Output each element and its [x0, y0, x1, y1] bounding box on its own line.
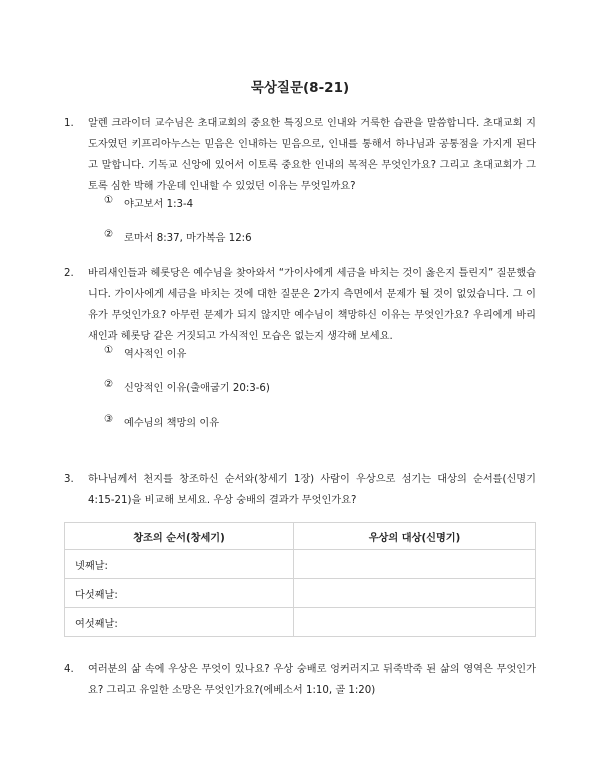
- page-title: 묵상질문(8-21): [250, 80, 350, 96]
- table-cell: [294, 579, 536, 608]
- question-number: 3.: [64, 474, 74, 485]
- question-number: 2.: [64, 268, 74, 279]
- table-cell: [294, 550, 536, 579]
- sub-item-marker: ①: [104, 345, 114, 356]
- sub-item-text: 예수님의 책망의 이유: [124, 418, 220, 429]
- sub-item-text: 신앙적인 이유(출애굽기 20:3-6): [124, 383, 270, 394]
- comparison-table: [64, 522, 536, 637]
- question-text: 여러분의 삶 속에 우상은 무엇이 있나요? 우상 숭배로 엉커러지고 뒤죽박죽 된 삶의 영역은 무엇인가요? 그리고 유일한 소망은 무엇인가요?(에베소서 1:10, 골 1:20): [88, 664, 536, 696]
- table-row: [65, 550, 536, 579]
- question-text: 알렌 크라이더 교수님은 초대교회의 중요한 특징으로 인내와 거룩한 습관을 말씀합니다. 초대교회 지도자였던 키프리아누스는 믿음은 인내하는 믿음으로, 인내를 통해서 하나님과 공통점을 가지게 된다고 말합니다. 기독교 신앙에 있어서 이토록 중요한 인내의 목적은 무엇인가요? 그리고 초대교회가 그토록 심한 박해 가운데 인내할 수 있었던 이유는 무엇일까요?: [88, 118, 536, 192]
- table-cell: [294, 608, 536, 637]
- table-cell: 넷째날:: [65, 550, 294, 579]
- table-header: 우상의 대상(신명기): [294, 523, 536, 550]
- table-row: [65, 579, 536, 608]
- sub-item-text: 야고보서 1:3-4: [124, 199, 194, 210]
- table-cell: 다섯째날:: [65, 579, 294, 608]
- table-header-row: [65, 523, 536, 550]
- table-row: [65, 608, 536, 637]
- sub-item-marker: ③: [104, 414, 114, 425]
- sub-item-marker: ②: [104, 229, 114, 240]
- table-cell: 여섯째날:: [65, 608, 294, 637]
- question-text: 하나님께서 천지를 창조하신 순서와(창세기 1장) 사람이 우상으로 섬기는 대상의 순서를(신명기 4:15-21)을 비교해 보세요. 우상 숭배의 결과가 무엇인가요?: [88, 474, 536, 506]
- question-number: 1.: [64, 118, 74, 129]
- table-header: 창조의 순서(창세기): [65, 523, 294, 550]
- sub-item-marker: ①: [104, 195, 114, 206]
- question-number: 4.: [64, 664, 74, 675]
- question-text: 바리새인들과 헤롯당은 예수님을 찾아와서 “가이사에게 세금을 바치는 것이 옳은지 틀린지” 질문했습니다. 가이사에게 세금을 바치는 것에 대한 질문은 2가지 측면에서 문제가 될 것이 없었습니다. 그 이유가 무엇인가요? 아무런 문제가 되지 않지만 예수님이 책망하신 이유는 무엇인가요? 우리에게 바리새인과 헤롯당 같은 거짓되고 가식적인 모습은 없는지 생각해 보세요.: [88, 268, 536, 342]
- sub-item-marker: ②: [104, 379, 114, 390]
- sub-item-text: 역사적인 이유: [124, 349, 187, 360]
- sub-item-text: 로마서 8:37, 마가복음 12:6: [124, 233, 252, 244]
